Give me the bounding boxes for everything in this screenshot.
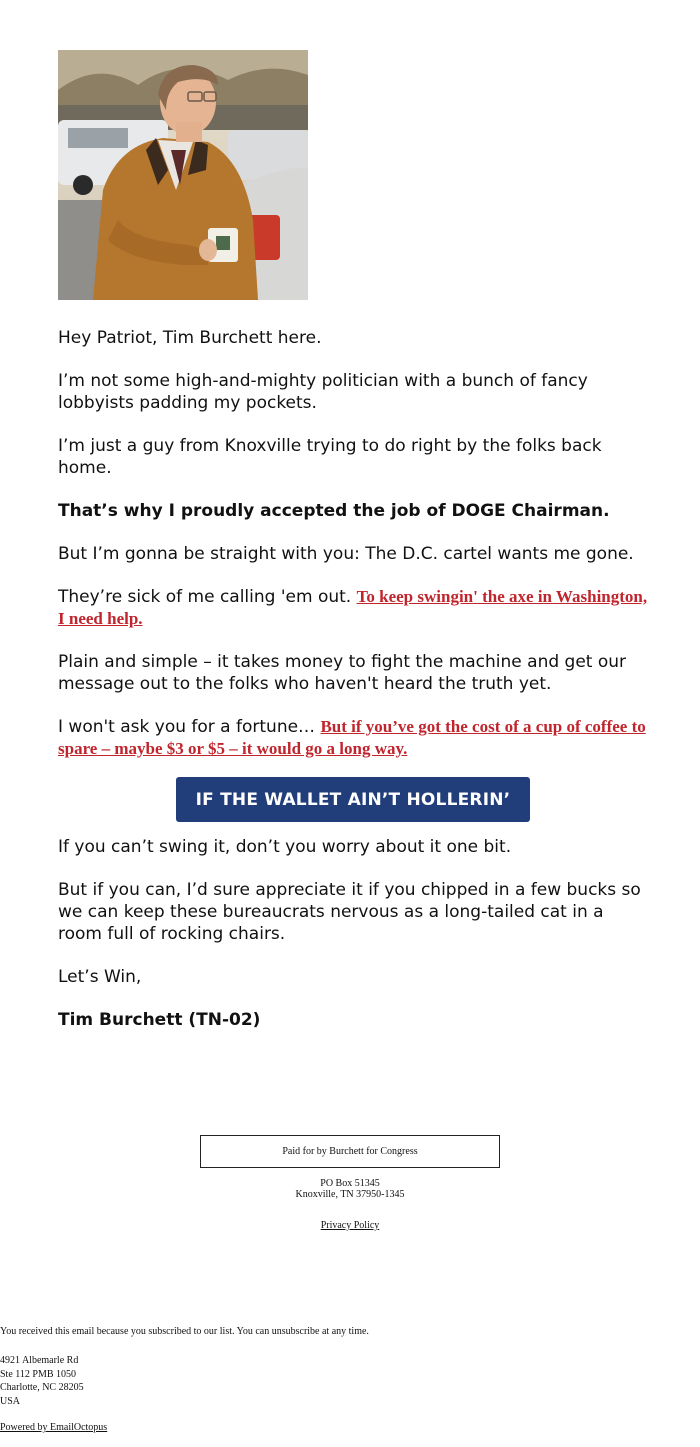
powered-by-emailoctopus-link[interactable]: Powered by EmailOctopus (0, 1422, 108, 1433)
emailoctopus-footer (0, 1326, 369, 1434)
paragraph-7 (58, 716, 648, 760)
paragraph-doge-chairman: That’s why I proudly accepted the job of DOGE Chairman. (58, 501, 610, 521)
paragraph-5 (58, 586, 648, 630)
paid-for-disclaimer: Paid for by Burchett for Congress (200, 1135, 500, 1168)
subscription-notice: You received this email because you subscribed to our list. You can unsubscribe at any time. (0, 1326, 369, 1337)
greeting-text: Hey Patriot, Tim Burchett here. (58, 328, 322, 348)
sender-address (0, 1354, 369, 1408)
cta-container (58, 777, 648, 822)
email-body (58, 327, 648, 1052)
sender-address-line: USA (0, 1395, 21, 1407)
privacy-policy-link[interactable]: Privacy Policy (320, 1220, 380, 1231)
signoff-text: Let’s Win, (58, 967, 142, 987)
paragraph-2: I’m just a guy from Knoxville trying to do right by the folks back home. (58, 436, 602, 478)
sender-address-line: Charlotte, NC 28205 (0, 1382, 84, 1393)
candidate-photo (58, 50, 308, 300)
donate-button[interactable]: IF THE WALLET AIN’T HOLLERIN’ (176, 777, 531, 822)
sender-address-line: 4921 Albemarle Rd (0, 1355, 79, 1366)
candidate-photo-image (58, 50, 308, 300)
campaign-address (200, 1178, 500, 1200)
signature-name: Tim Burchett (TN-02) (58, 1010, 261, 1030)
donate-link-axe[interactable]: To keep swingin' the axe in Washington, I need help. (58, 587, 648, 628)
paragraph-9: But if you can, I’d sure appreciate it if you chipped in a few bucks so we can keep these bureaucrats nervous as a long-tailed cat in a room full of rocking chairs. (58, 880, 641, 944)
donate-link-coffee[interactable]: But if you’ve got the cost of a cup of coffee to spare – maybe $3 or $5 – it would go a long way. (58, 717, 646, 758)
campaign-address-line-2: Knoxville, TN 37950-1345 (295, 1189, 405, 1200)
paragraph-5-text: They’re sick of me calling 'em out. (58, 587, 357, 607)
paragraph-6: Plain and simple – it takes money to fight the machine and get our message out to the folks who haven't heard the truth yet. (58, 652, 627, 694)
campaign-address-line-1: PO Box 51345 (320, 1178, 380, 1189)
paragraph-8: If you can’t swing it, don’t you worry about it one bit. (58, 837, 512, 857)
sender-address-line: Ste 112 PMB 1050 (0, 1368, 77, 1380)
paragraph-4: But I’m gonna be straight with you: The D.C. cartel wants me gone. (58, 544, 634, 564)
paragraph-7-text: I won't ask you for a fortune… (58, 717, 321, 737)
paragraph-1: I’m not some high-and-mighty politician with a bunch of fancy lobbyists padding my pockets. (58, 371, 588, 413)
